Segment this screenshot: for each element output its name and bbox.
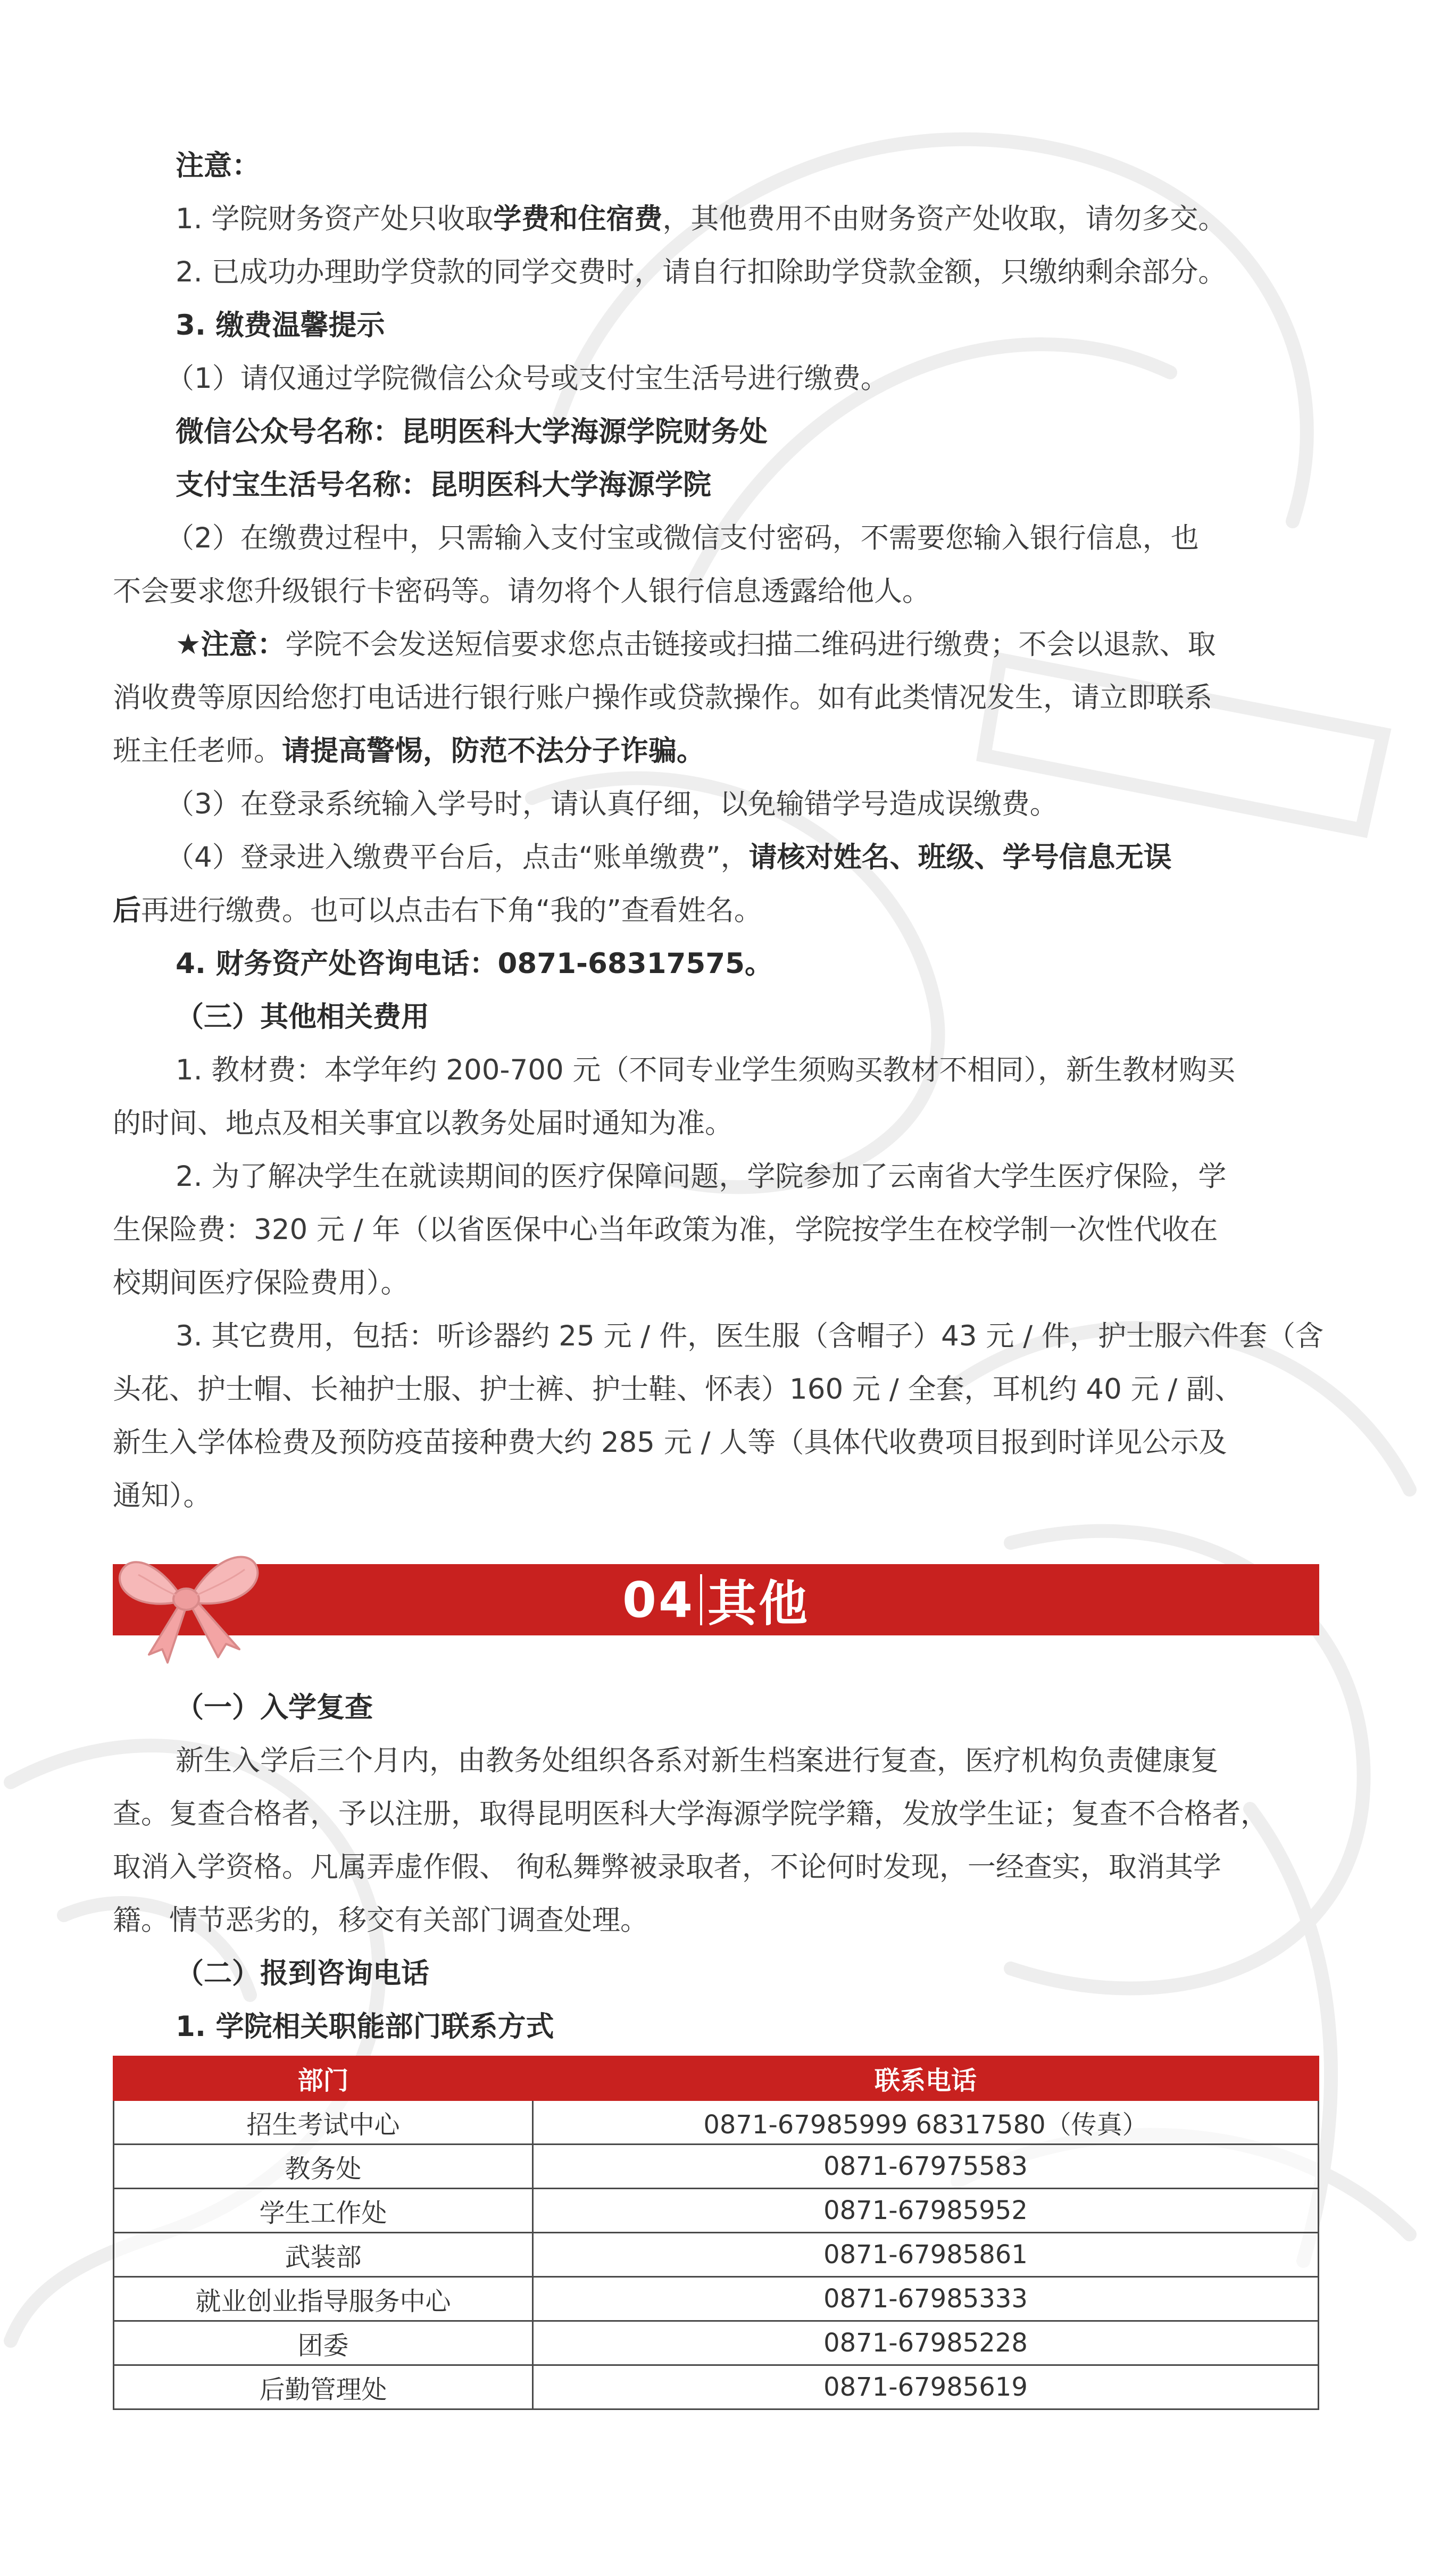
recheck-line-3: 取消入学资格。凡属弄虚作假、 徇私舞弊被录取者，不论何时发现，一经查实，取消其学 [113,1851,1221,1883]
section-number: 04 [622,1571,695,1628]
section-banner [113,1564,1319,1635]
table-row [114,2145,1319,2189]
recheck-line-4: 籍。情节恶劣的，移交有关部门调查处理。 [113,1904,648,1937]
fee-2-line-2: 生保险费：320 元 / 年（以省医保中心当年政策为准，学院按学生在校学制一次性代收在 [113,1214,1218,1246]
section-separator [700,1574,702,1625]
phone-cell: 0871-67985333 [533,2277,1319,2321]
table-row [114,2189,1319,2233]
table-header-row [114,2057,1319,2100]
payment-tip-4-line-1: （4）登录进入缴费平台后，点击“账单缴费”，请核对姓名、班级、学号信息无误 [166,841,1172,874]
table-row [114,2321,1319,2365]
contact-table [113,2056,1319,2410]
fee-1-line-2: 的时间、地点及相关事宜以教务处届时通知为准。 [113,1107,733,1140]
recheck-line-2: 查。复查合格者，予以注册，取得昆明医科大学海源学院学籍，发放学生证；复查不合格者， [113,1798,1269,1830]
fee-3-line-1: 3. 其它费用，包括：听诊器约 25 元 / 件，医生服（含帽子）43 元 / 件，护士服六件套（含 [176,1320,1323,1352]
fraud-warning-line-2: 消收费等原因给您打电话进行银行账户操作或贷款操作。如有此类情况发生，请立即联系 [113,682,1212,714]
payment-tips-title: 3. 缴费温馨提示 [176,309,385,342]
phone-cell: 0871-67985228 [533,2321,1319,2365]
payment-tip-4-line-2: 后再进行缴费。也可以点击右下角“我的”查看姓名。 [113,894,762,927]
table-row [114,2277,1319,2321]
fee-2-line-1: 2. 为了解决学生在就读期间的医疗保障问题，学院参加了云南省大学生医疗保险，学 [176,1160,1227,1193]
department-cell: 团委 [114,2321,533,2365]
contact-subtitle: 1. 学院相关职能部门联系方式 [176,2010,554,2043]
phone-cell: 0871-67985861 [533,2233,1319,2277]
phone-cell: 0871-67975583 [533,2145,1319,2189]
phone-cell: 0871-67985619 [533,2365,1319,2409]
department-cell: 武装部 [114,2233,533,2277]
table-row [114,2100,1319,2145]
department-cell: 招生考试中心 [114,2100,533,2145]
section-name: 其他 [707,1575,810,1632]
department-cell: 教务处 [114,2145,533,2189]
header-phone: 联系电话 [533,2057,1319,2100]
notice-item-2: 2. 已成功办理助学贷款的同学交费时，请自行扣除助学贷款金额，只缴纳剩余部分。 [176,256,1227,288]
alipay-account-name: 支付宝生活号名称：昆明医科大学海源学院 [176,469,711,501]
fee-2-line-3: 校期间医疗保险费用）。 [113,1267,409,1299]
payment-tip-1: （1）请仅通过学院微信公众号或支付宝生活号进行缴费。 [166,362,889,395]
fee-3-line-2: 头花、护士帽、长袖护士服、护士裤、护士鞋、怀表）160 元 / 全套，耳机约 40 元 / 副、 [113,1373,1243,1406]
phone-cell: 0871-67985952 [533,2189,1319,2233]
contact-title: （二）报到咨询电话 [176,1957,429,1990]
table-row [114,2365,1319,2409]
header-department: 部门 [114,2057,533,2100]
fraud-warning-line-3: 班主任老师。请提高警惕，防范不法分子诈骗。 [113,735,705,767]
section-title [113,1564,1319,1635]
fee-3-line-4: 通知）。 [113,1480,212,1512]
department-cell: 后勤管理处 [114,2365,533,2409]
department-cell: 就业创业指导服务中心 [114,2277,533,2321]
finance-consult-phone: 4. 财务资产处咨询电话：0871-68317575。 [176,948,773,980]
payment-tip-3: （3）在登录系统输入学号时，请认真仔细，以免输错学号造成误缴费。 [166,788,1058,820]
recheck-title: （一）入学复查 [176,1691,373,1724]
fee-3-line-3: 新生入学体检费及预防疫苗接种费大约 285 元 / 人等（具体代收费项目报到时详见公示及 [113,1426,1227,1459]
fee-1-line-1: 1. 教材费：本学年约 200-700 元（不同专业学生须购买教材不相同），新生教材购买 [176,1054,1236,1086]
phone-cell: 0871-67985999 68317580（传真） [533,2100,1319,2145]
wechat-account-name: 微信公众号名称：昆明医科大学海源学院财务处 [176,416,768,448]
ribbon-bow-icon [101,1532,271,1671]
recheck-line-1: 新生入学后三个月内，由教务处组织各系对新生档案进行复查，医疗机构负责健康复 [176,1744,1219,1777]
payment-tip-2-line-1: （2）在缴费过程中，只需输入支付宝或微信支付密码，不需要您输入银行信息，也 [166,522,1199,554]
fraud-warning-line-1: ★注意：学院不会发送短信要求您点击链接或扫描二维码进行缴费；不会以退款、取 [176,628,1216,661]
payment-tip-2-line-2: 不会要求您升级银行卡密码等。请勿将个人银行信息透露给他人。 [113,575,930,608]
notice-title: 注意： [176,149,260,182]
table-row [114,2233,1319,2277]
other-fees-title: （三）其他相关费用 [176,1001,429,1033]
department-cell: 学生工作处 [114,2189,533,2233]
notice-item-1: 1. 学院财务资产处只收取学费和住宿费，其他费用不由财务资产处收取，请勿多交。 [176,203,1227,235]
